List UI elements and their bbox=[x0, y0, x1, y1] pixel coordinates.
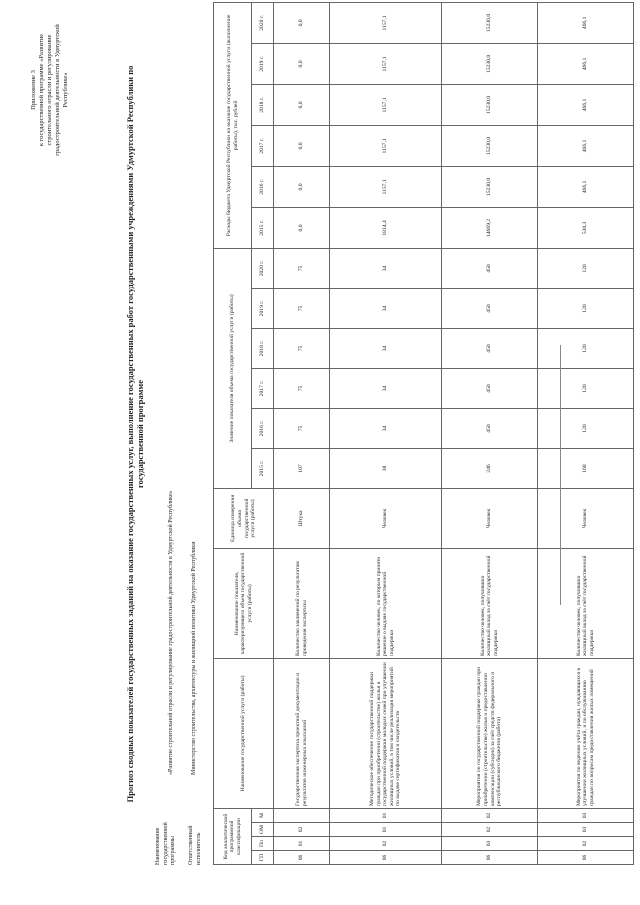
cell-unit: Человек bbox=[442, 488, 538, 548]
cell-m: 01 bbox=[330, 808, 442, 822]
header-om: ОМ bbox=[252, 823, 274, 837]
header-volume-group: Значение показателя объема государственной услуги (работы) bbox=[214, 248, 252, 488]
cell-unit: Человек bbox=[330, 488, 442, 548]
cell-unit: Человек bbox=[538, 488, 634, 548]
cell-expense-2015: 14669,2 bbox=[442, 207, 538, 248]
cell-volume-2020: 120 bbox=[538, 248, 634, 288]
cell-expense-2015: 1814,4 bbox=[330, 207, 442, 248]
cell-indicator: Количество заключений по результатам проведения экспертизы bbox=[274, 548, 330, 658]
header-code-group: Код аналитической программной классификации bbox=[214, 808, 252, 864]
cell-gp: 06 bbox=[330, 851, 442, 865]
signature-line bbox=[560, 345, 561, 605]
header-expense-year-2018: 2018 г. bbox=[252, 84, 274, 125]
header-expense-group: Расходы бюджета Удмуртской Республики на оказание государственной услуги (выполнение работы), тыс. рублей bbox=[214, 2, 252, 248]
forecast-table bbox=[213, 2, 634, 865]
cell-m: 03 bbox=[538, 808, 634, 822]
table-row bbox=[274, 2, 330, 864]
cell-pp: 02 bbox=[538, 837, 634, 851]
table-row bbox=[442, 2, 538, 864]
cell-expense-2019: 15230,0 bbox=[442, 43, 538, 84]
cell-volume-2016: 34 bbox=[330, 408, 442, 448]
document-title-line-2: государственной программе bbox=[135, 380, 145, 488]
cell-expense-2018: 0,0 bbox=[274, 84, 330, 125]
cell-volume-2020: 450 bbox=[442, 248, 538, 288]
cell-om: 01 bbox=[330, 823, 442, 837]
cell-expense-2020: 0,0 bbox=[274, 2, 330, 43]
cell-gp: 06 bbox=[274, 851, 330, 865]
cell-service: Методическое обеспечение государственной поддержки граждан при приобретении (строительстве) жилья и государственной поддержки молодых семей при улучшении жилищных условий, в том числе реализация мероприятий по выдаче сертификатов и свидетельств bbox=[330, 658, 442, 808]
cell-volume-2017: 75 bbox=[274, 368, 330, 408]
cell-service: Мероприятия по ведению учёта граждан, нуждающихся в улучшении жилищных условий, и по обслуживанию граждан по вопросам предоставления жилых помещений bbox=[538, 658, 634, 808]
cell-pp: 03 bbox=[442, 837, 538, 851]
executor-value: Министерство строительства, архитектуры и жилищной политики Удмуртской Республики bbox=[191, 541, 197, 775]
cell-expense-2020: 466,1 bbox=[538, 2, 634, 43]
cell-expense-2020: 15230,0 bbox=[442, 2, 538, 43]
cell-volume-2016: 75 bbox=[274, 408, 330, 448]
cell-expense-2015: 530,3 bbox=[538, 207, 634, 248]
cell-volume-2017: 450 bbox=[442, 368, 538, 408]
cell-volume-2015: 38 bbox=[330, 448, 442, 488]
cell-volume-2018: 34 bbox=[330, 328, 442, 368]
program-value: «Развитие строительной отрасли и регулирование градостроительной деятельности в Удмуртской Республике» bbox=[168, 490, 174, 775]
appendix-line-1: Приложение 3 bbox=[30, 70, 37, 110]
cell-indicator: Количество человек, получивших жилищный вклад за счёт государственной поддержки bbox=[442, 548, 538, 658]
cell-om: 02 bbox=[274, 823, 330, 837]
cell-volume-2016: 120 bbox=[538, 408, 634, 448]
cell-expense-2016: 15230,0 bbox=[442, 166, 538, 207]
appendix-line-4: градостроительной деятельности в Удмуртской bbox=[54, 24, 61, 156]
header-indicator: Наименование показателя, характеризующего объем государственной услуги (работы) bbox=[214, 548, 274, 658]
cell-om: 02 bbox=[442, 823, 538, 837]
header-volume-year-2017: 2017 г. bbox=[252, 368, 274, 408]
cell-volume-2020: 34 bbox=[330, 248, 442, 288]
header-expense-year-2019: 2019 г. bbox=[252, 43, 274, 84]
cell-expense-2015: 0,0 bbox=[274, 207, 330, 248]
header-expense-year-2016: 2016 г. bbox=[252, 166, 274, 207]
header-gp: ГП bbox=[252, 851, 274, 865]
cell-om: 03 bbox=[538, 823, 634, 837]
table-row bbox=[330, 2, 442, 864]
header-expense-year-2017: 2017 г. bbox=[252, 125, 274, 166]
header-m: М bbox=[252, 808, 274, 822]
cell-volume-2018: 75 bbox=[274, 328, 330, 368]
cell-expense-2017: 466,1 bbox=[538, 125, 634, 166]
header-pp: Пп bbox=[252, 837, 274, 851]
header-unit: Единица измерения объема государственной услуги (работы) bbox=[214, 488, 274, 548]
header-volume-year-2019: 2019 г. bbox=[252, 288, 274, 328]
cell-volume-2019: 450 bbox=[442, 288, 538, 328]
appendix-line-5: Республике» bbox=[62, 72, 69, 108]
header-expense-year-2020: 2020 г. bbox=[252, 2, 274, 43]
cell-expense-2017: 1157,1 bbox=[330, 125, 442, 166]
cell-expense-2019: 466,1 bbox=[538, 43, 634, 84]
cell-volume-2020: 75 bbox=[274, 248, 330, 288]
cell-expense-2016: 466,1 bbox=[538, 166, 634, 207]
cell-volume-2018: 120 bbox=[538, 328, 634, 368]
document-title-line-1: Прогноз сводных показателей государственных заданий на оказание государственных услуг, выполнение государственных работ государственными учреждениями Удмуртской Республики по bbox=[125, 65, 135, 803]
cell-service: Мероприятия по государственной поддержке граждан при приобретении (строительстве) жилья и предоставлении компенсации (субсидии) за счёт средств федерального и республиканского бюджетов (работа) bbox=[442, 658, 538, 808]
cell-volume-2019: 75 bbox=[274, 288, 330, 328]
header-service: Наименование государственной услуги (работы) bbox=[214, 658, 274, 808]
cell-expense-2018: 466,1 bbox=[538, 84, 634, 125]
program-label: Наименование государственной программы bbox=[155, 822, 176, 865]
cell-volume-2018: 450 bbox=[442, 328, 538, 368]
cell-indicator: Количество человек, по которым принято решение о выдаче государственной поддержки bbox=[330, 548, 442, 658]
header-volume-year-2016: 2016 г. bbox=[252, 408, 274, 448]
cell-gp: 06 bbox=[538, 851, 634, 865]
cell-volume-2019: 120 bbox=[538, 288, 634, 328]
cell-expense-2017: 0,0 bbox=[274, 125, 330, 166]
header-expense-year-2015: 2015 г. bbox=[252, 207, 274, 248]
header-volume-year-2020: 2020 г. bbox=[252, 248, 274, 288]
executor-label: Ответственный исполнитель bbox=[188, 825, 202, 865]
cell-expense-2019: 1157,1 bbox=[330, 43, 442, 84]
cell-expense-2016: 1157,1 bbox=[330, 166, 442, 207]
cell-gp: 06 bbox=[442, 851, 538, 865]
cell-unit: Штука bbox=[274, 488, 330, 548]
cell-m bbox=[274, 808, 330, 822]
appendix-note bbox=[30, 15, 70, 165]
header-volume-year-2015: 2015 г. bbox=[252, 448, 274, 488]
cell-indicator: Количество человек, получивших жилищный вклад за счёт государственной поддержки bbox=[538, 548, 634, 658]
cell-m: 02 bbox=[442, 808, 538, 822]
cell-service: Государственная экспертиза проектной документации и результатов инженерных изысканий bbox=[274, 658, 330, 808]
cell-pp: 02 bbox=[330, 837, 442, 851]
table-row bbox=[538, 2, 634, 864]
document-title bbox=[125, 3, 145, 865]
header-volume-year-2018: 2018 г. bbox=[252, 328, 274, 368]
cell-volume-2017: 34 bbox=[330, 368, 442, 408]
cell-expense-2019: 0,0 bbox=[274, 43, 330, 84]
appendix-line-2: к государственной программе «Развитие bbox=[38, 33, 45, 147]
cell-expense-2016: 0,0 bbox=[274, 166, 330, 207]
cell-expense-2018: 15230,0 bbox=[442, 84, 538, 125]
appendix-line-3: строительного отрасли и регулирование bbox=[46, 34, 53, 146]
cell-volume-2015: 246 bbox=[442, 448, 538, 488]
cell-expense-2018: 1157,1 bbox=[330, 84, 442, 125]
cell-expense-2020: 1157,1 bbox=[330, 2, 442, 43]
cell-volume-2015: 168 bbox=[538, 448, 634, 488]
cell-volume-2019: 34 bbox=[330, 288, 442, 328]
cell-expense-2017: 15230,0 bbox=[442, 125, 538, 166]
cell-volume-2017: 120 bbox=[538, 368, 634, 408]
cell-volume-2015: 107 bbox=[274, 448, 330, 488]
cell-volume-2016: 450 bbox=[442, 408, 538, 448]
cell-pp: 01 bbox=[274, 837, 330, 851]
